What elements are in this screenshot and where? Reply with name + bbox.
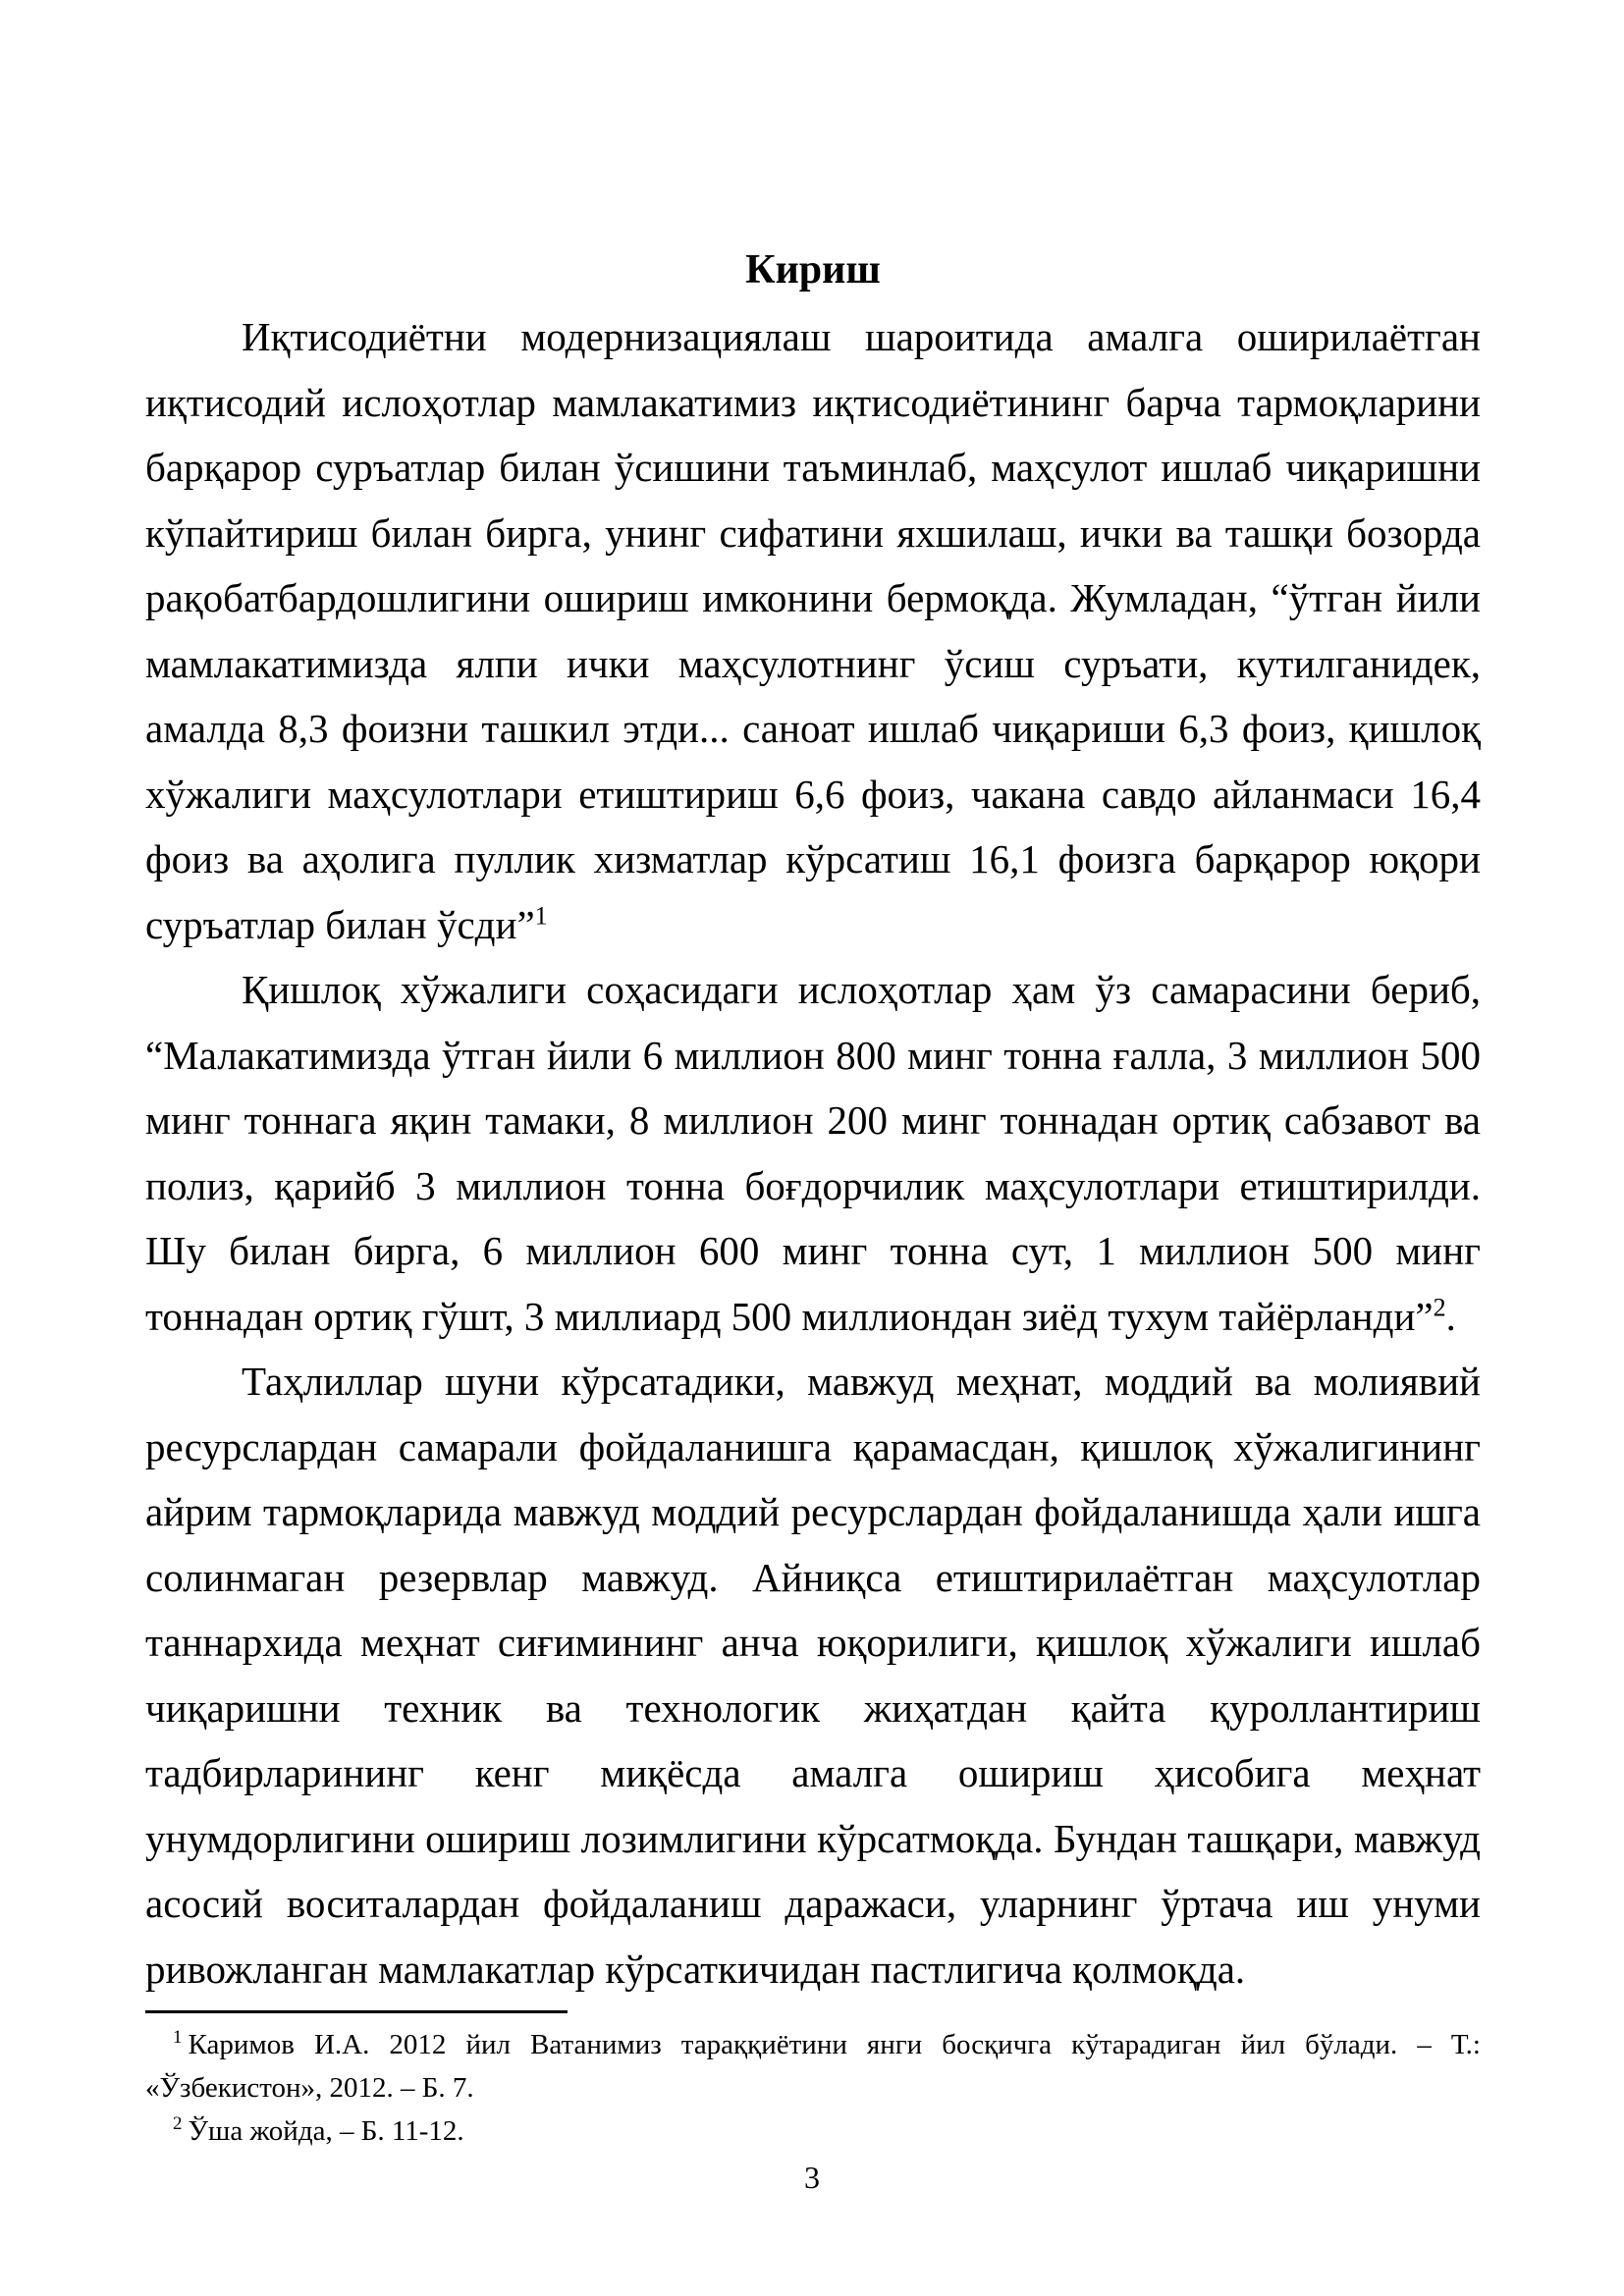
footnote-separator-rule: [145, 2010, 568, 2013]
paragraph-text: Иқтисодиётни модернизациялаш шароитида амалга оширилаётган иқтисодий ислоҳотлар мамлакатимиз иқтисодиётининг барча тармоқларини барқарор суръатлар билан ўсишини таъминлаб, маҳсулот ишлаб чиқаришни кўпайтириш билан бирга, унинг сифатини яхшилаш, ички ва ташқи бозорда рақобатбардошлигини ошириш имконини бермоқда. Жумладан, “ўтган йили мамлакатимизда ялпи ички маҳсулотнинг ўсиш суръати, кутилганидек, амалда 8,3 фоизни ташкил этди... саноат ишлаб чиқариши 6,3 фоиз, қишлоқ хўжалиги маҳсулотлари етиштириш 6,6 фоиз, чакана савдо айланмаси 16,4 фоиз ва аҳолига пуллик хизматлар кўрсатиш 16,1 фоизга барқарор юқори суръатлар билан ўсди”: [145, 314, 1481, 947]
page-content: [145, 236, 1481, 2002]
paragraph-after: .: [1445, 1293, 1456, 1339]
footnote-ref-2: 2: [1433, 1292, 1446, 1321]
footnote-ref-1: 1: [534, 900, 548, 930]
paragraph-text: Қишлоқ хўжалиги соҳасидаги ислоҳотлар ҳам ўз самарасини бериб, “Малакатимизда ўтган йили 6 миллион 800 минг тонна ғалла, 3 миллион 500 минг тоннага яқин тамаки, 8 миллион 200 минг тоннадан ортиқ сабзавот ва полиз, қарийб 3 миллион тонна боғдорчилик маҳсулотлари етиштирилди. Шу билан бирга, 6 миллион 600 минг тонна сут, 1 миллион 500 минг тоннадан ортиқ гўшт, 3 миллиард 500 миллиондан зиёд тухум тайёрланди”: [145, 967, 1481, 1339]
paragraph-agriculture: [145, 957, 1481, 1349]
footnote-1-text: Каримов И.А. 2012 йил Ватанимиз тараққиётини янги босқичга кўтарадиган йил бўлади. – Т.: «Ўзбекистон», 2012. – Б. 7.: [145, 2029, 1481, 2104]
paragraph-text: Таҳлиллар шуни кўрсатадики, мавжуд меҳнат, моддий ва молиявий ресурслардан самарали фойдаланишга қарамасдан, қишлоқ хўжалигининг айрим тармоқларида мавжуд моддий ресурслардан фойдаланишда ҳали ишга солинмаган резервлар мавжуд. Айниқса етиштирилаётган маҳсулотлар таннархида меҳнат сиғимининг анча юқорилиги, қишлоқ хўжалиги ишлаб чиқаришни техник ва технологик жиҳатдан қайта қуроллантириш тадбирларининг кенг миқёсда амалга ошириш ҳисобига меҳнат унумдорлигини ошириш лозимлигини кўрсатмоқда. Бундан ташқари, мавжуд асосий воситалардан фойдаланиш даражаси, уларнинг ўртача иш унуми ривожланган мамлакатлар кўрсаткичидан пастлигича қолмоқда.: [145, 1359, 1481, 1992]
paragraph-analysis: [145, 1349, 1481, 2002]
paragraph-intro: [145, 304, 1481, 957]
footnote-2-marker: 2: [173, 2113, 183, 2135]
footnote-area: [145, 2010, 1481, 2153]
footnote-2-text: Ўша жойда, – Б. 11-12.: [188, 2115, 464, 2147]
footnote-1: [145, 2023, 1481, 2109]
page-number: 3: [804, 2160, 820, 2195]
footnote-2: [145, 2109, 1481, 2153]
footnote-1-marker: 1: [173, 2027, 183, 2049]
page-title: Кириш: [745, 247, 881, 293]
